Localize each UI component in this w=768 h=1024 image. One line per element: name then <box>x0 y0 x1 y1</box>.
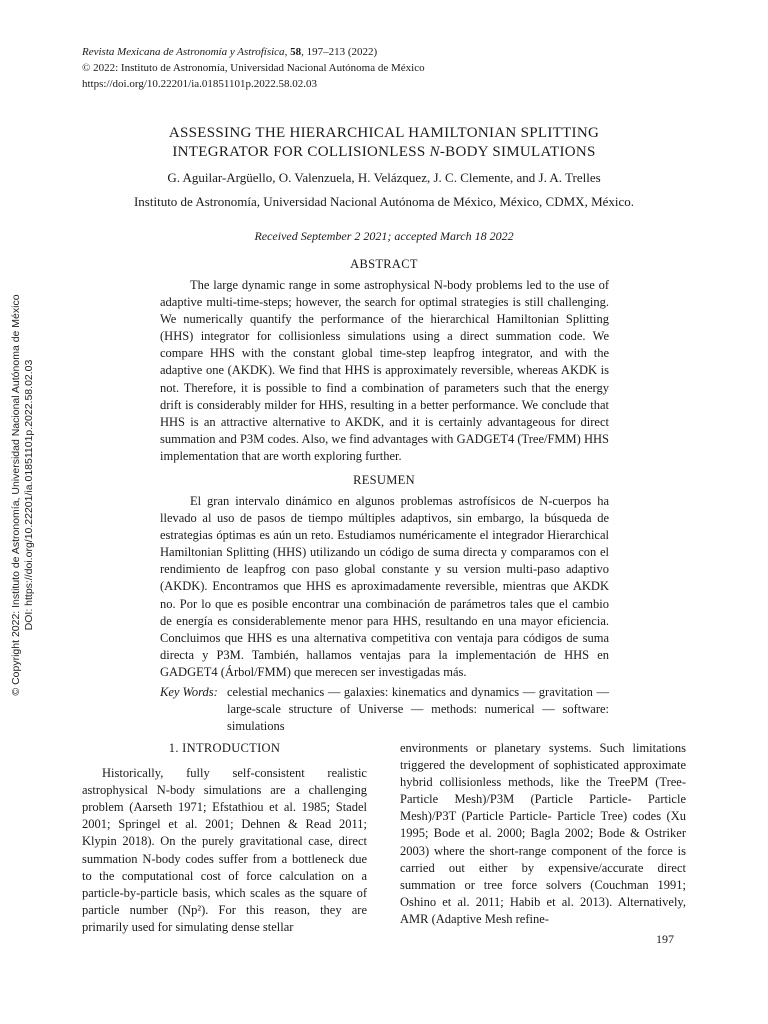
abstract-text: The large dynamic range in some astrophysical N-body problems led to the use of adaptive multi-time-steps; however, the search for optimal strategies is still challenging. We numerically quantify the performance of the hierarchical Hamiltonian Splitting (HHS) integrator for collisionless simulations using a direct summation code. We compare HHS with the constant global time-step leapfrog integrator, and with the adaptive one (AKDK). We find that HHS is approximately reversible, whereas AKDK is not. Therefore, it is possible to find a combination of parameters such that the energy drift is considerably milder for HHS, resulting in a better performance. We conclude that HHS is an attractive alternative to AKDK, and it is certainly advantageous for direct summation and P3M codes. Also, we find advantages with GADGET4 (Tree/FMM) HHS implementation that are worth exploring further. <box>160 278 609 463</box>
introduction-heading: 1. INTRODUCTION <box>168 741 281 755</box>
introduction-paragraph: Historically, fully self-consistent realistic astrophysical N-body simulations are a challenging problem (Aarseth 1971; Efstathiou et al. 1985; Stadel 2001; Springel et al. 2001; Dehnen & Read 2011; Klypin 2018). On the purely gravitational case, direct summation N-body codes suffer from a bottleneck due to the computational cost of force calculation on a particle-by-particle basis, which scales as the square of particle number (Np²). For this reason, they are primarily used for simulating dense stellar <box>82 766 367 934</box>
resumen-body <box>160 493 609 681</box>
journal-citation: Revista Mexicana de Astronomía y Astrofísica, 58, 197–213 (2022) <box>82 46 378 58</box>
page-number: 197 <box>656 932 674 946</box>
copyright-line: © 2022: Instituto de Astronomía, Universidad Nacional Autónoma de México <box>82 62 425 74</box>
journal-header <box>82 44 425 92</box>
sidebar-doi[interactable]: DOI: https://doi.org/10.22201/ia.01851101p.2022.58.02.03 <box>23 359 35 631</box>
received-date: Received September 2 2021; accepted March 18 2022 <box>254 229 514 243</box>
paper-title <box>0 124 768 162</box>
abstract-heading: ABSTRACT <box>350 257 418 271</box>
left-column <box>82 740 367 936</box>
vertical-copyright-sidebar <box>10 260 70 730</box>
affiliation: Instituto de Astronomía, Universidad Nacional Autónoma de México, México, CDMX, México. <box>133 194 635 209</box>
resumen-text: El gran intervalo dinámico en algunos problemas astrofísicos de N-cuerpos ha llevado al uso de pasos de tiempo múltiples adaptivos, sin embargo, la búsqueda de estrategias óptimas es aún un reto. Estudiamos numéricamente el integrador Hierarchical Hamiltonian Splitting (HHS) utilizando un código de suma directa y comparamos con el rendimiento de leapfrog con paso global constante y su version multi-paso adaptivo (AKDK). Encontramos que HHS es aproximadamente reversible, mientras que AKDK no. Por lo que es posible encontrar una combinación de parámetros tales que el cambio de energía es considerablemente menor para HHS, resultando en una mayor eficiencia. Concluimos que HHS es una alternativa competitiva con ventaja para códigos de suma directa y P3M. También, hallamos ventajas para la implementación de HHS en GADGET4 (Árbol/FMM) que merecen ser investigadas más. <box>160 494 609 679</box>
right-column <box>400 740 686 928</box>
journal-volume: 58 <box>290 46 302 58</box>
keywords-text: celestial mechanics — galaxies: kinematics and dynamics — gravitation — large-scale structure of Universe — methods: numerical — software: simulations <box>227 685 609 733</box>
journal-name: Revista Mexicana de Astronomía y Astrofísica <box>82 46 285 58</box>
title-line-2: INTEGRATOR FOR COLLISIONLESS N-BODY SIMULATIONS <box>172 144 596 160</box>
title-line-1: ASSESSING THE HIERARCHICAL HAMILTONIAN SPLITTING <box>168 125 600 141</box>
journal-pages-year: , 197–213 (2022) <box>301 46 378 58</box>
keywords-label: Key Words: <box>160 685 218 699</box>
author-list: G. Aguilar-Argüello, O. Valenzuela, H. Velázquez, J. C. Clemente, and J. A. Trelles <box>167 170 601 185</box>
introduction-continuation: environments or planetary systems. Such limitations triggered the development of sophisticated approximate hybrid collisionless methods, like the TreePM (Tree-Particle Mesh)/P3M (Particle Particle- Particle Mesh)/P3T (Particle Particle- Particle Tree) codes (Xu 1995; Bode et al. 2000; Bagla 2002; Bode & Ostriker 2003) where the short-range component of the force is carried out either by expensive/accurate direct summation or tree force solvers (Couchman 1991; Oshino et al. 2011; Habib et al. 2013). Alternatively, AMR (Adaptive Mesh refine- <box>400 741 686 926</box>
doi-link[interactable]: https://doi.org/10.22201/ia.01851101p.2022.58.02.03 <box>82 78 317 90</box>
sidebar-copyright: © Copyright 2022: Instituto de Astronomía, Universidad Nacional Autónoma de México <box>10 294 22 696</box>
resumen-heading: RESUMEN <box>353 473 415 487</box>
abstract-body <box>160 277 609 465</box>
